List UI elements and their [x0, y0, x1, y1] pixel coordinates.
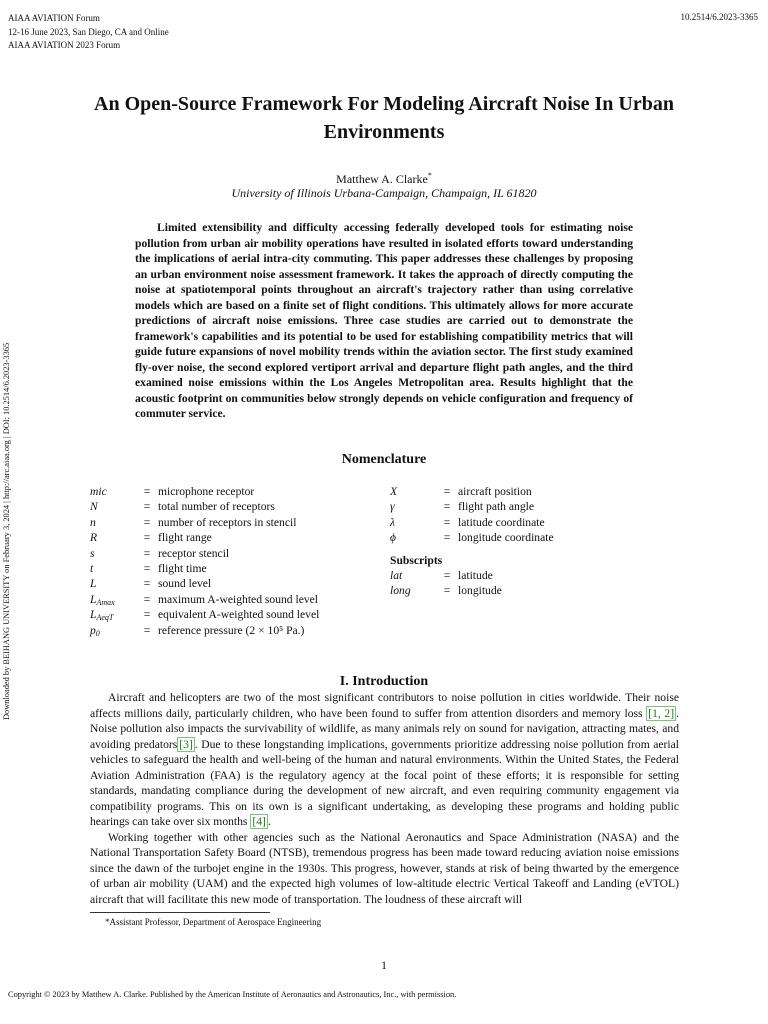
equals-sign: =: [143, 623, 151, 637]
nomenclature-symbol: γ: [390, 500, 395, 514]
nomenclature-row: [390, 530, 554, 545]
intro-paragraph-1: [90, 690, 679, 830]
header-line: AIAA AVIATION 2023 Forum: [8, 40, 121, 50]
nomenclature-row: [90, 499, 319, 514]
equals-sign: =: [143, 561, 151, 575]
nomenclature-symbol: s: [90, 546, 95, 560]
equals-sign: =: [443, 485, 451, 498]
nomenclature-definition: reference pressure (2 × 10⁵ Pa.): [158, 623, 305, 637]
header-line: 12-16 June 2023, San Diego, CA and Online: [8, 26, 169, 37]
nomenclature-symbol: ϕ: [390, 531, 397, 545]
nomenclature-definition: latitude: [458, 568, 493, 582]
nomenclature-row: [390, 515, 554, 530]
nomenclature-definition: total number of receptors: [158, 500, 275, 514]
nomenclature-definition: maximum A-weighted sound level: [158, 592, 319, 606]
paragraph-text: . Due to these longstanding implications, governments prioritize addressing noise pollution from aerial vehicles to safeguard the health and well-being of the human and natural environments. Within the United States, the Federal Aviation Administration (FAA) is the regulatory agency at the focal point of these efforts; it is responsible for setting standards, mandating compliance during the development of new aircraft, and even requiring community engagement via compatibility programs. This on its own is a significant undertaking, as developing these programs and holding public hearings can take over six months: [90, 737, 679, 828]
equals-sign: =: [143, 515, 151, 529]
footnote-rule: [90, 912, 270, 913]
nomenclature-row: [390, 568, 554, 583]
equals-sign: =: [443, 584, 451, 598]
intro-paragraph-2: Working together with other agencies such as the National Aeronautics and Space Administration (NASA) and the National Transportation Safety Board (NTSB), tremendous progress has been made toward reducing aviation noise emissions since the dawn of the turbojet engine in the 1930s. This progress, however, stands at risk of being thwarted by the emergence of urban air mobility (UAM) and the expected high volumes of low-altitude electric Vertical Takeoff and Landing (eVTOL) aircraft that will facilitate this new mode of transportation. The loudness of these aircraft will: [90, 830, 679, 906]
nomenclature-symbol: X⃗: [390, 485, 407, 498]
nomenclature-symbol: R: [90, 531, 98, 545]
subscripts-heading: Subscripts: [390, 553, 443, 567]
nomenclature-row: [90, 484, 319, 499]
paragraph-text: .: [267, 815, 271, 828]
footnote: *Assistant Professor, Department of Aerospace Engineering: [105, 917, 322, 927]
nomenclature-symbol: L: [90, 577, 97, 591]
nomenclature-definition: flight range: [158, 531, 212, 545]
nomenclature-definition: flight path angle: [458, 500, 534, 514]
nomenclature-right-column: [390, 484, 554, 599]
paragraph-text: Aircraft and helicopters are two of the most significant contributors to noise pollution in cities worldwide. Their noise affects millions daily, particularly children, who have been found to suffer from attention disorders and memory loss: [90, 691, 679, 720]
nomenclature-row: [90, 515, 319, 530]
paragraph-text: . Noise pollution also impacts the survivability of wildlife, as many animals rely on sound for navigation, attracting mates, and avoiding predators: [90, 706, 679, 751]
nomenclature-row: [390, 484, 554, 499]
equals-sign: =: [443, 531, 451, 545]
nomenclature-definition: latitude coordinate: [458, 515, 545, 529]
abstract: Limited extensibility and difficulty accessing federally developed tools for estimating noise pollution from urban air mobility operations have resulted in isolated efforts toward understanding the implications of aerial intra-city commuting. This paper addresses these challenges by proposing an urban environment noise assessment framework. It takes the approach of directly computing the noise at spatiotemporal points throughout an aircraft's trajectory rather than using correlative models which are based on a finite set of flight conditions. This ultimately allows for more accurate predictions of aircraft noise emissions. Three case studies are carried out to demonstrate the framework's capabilities and its potential to be used for establishing compatibility metrics that will guide future expansions of novel mobility trends within the aviation sector. The first study examined fly-over noise, the second explored vertiport arrival and departure flight path angles, and the third examined noise emissions within the Los Angeles Metropolitan area. Results highlight that the acoustic footprint on communities below strongly depends on vehicle configuration and frequency of commuter service.: [135, 221, 633, 420]
nomenclature-symbol: lat: [390, 568, 403, 582]
nomenclature-definition: receptor stencil: [158, 546, 230, 560]
nomenclature-definition: flight time: [158, 561, 207, 575]
paper-title: An Open-Source Framework For Modeling Aircraft Noise In Urban Environments: [94, 93, 674, 143]
nomenclature-row: [90, 530, 319, 545]
nomenclature-symbol: λ: [390, 515, 396, 529]
nomenclature-row: [90, 561, 319, 576]
equals-sign: =: [443, 500, 451, 514]
nomenclature-left-column: [90, 484, 319, 638]
page-number: 1: [381, 959, 387, 972]
conference-header: [8, 12, 169, 53]
nomenclature-row: [90, 576, 319, 591]
citation-link[interactable]: [1, 2]: [648, 706, 675, 720]
doi-header[interactable]: 10.2514/6.2023-3365: [680, 12, 758, 22]
nomenclature-definition: longitude: [458, 584, 502, 598]
nomenclature-definition: longitude coordinate: [458, 531, 554, 545]
equals-sign: =: [143, 531, 151, 545]
affiliation: University of Illinois Urbana-Campaign, Champaign, IL 61820: [231, 186, 537, 200]
nomenclature-row: [390, 583, 554, 598]
copyright-notice: Copyright © 2023 by Matthew A. Clarke. Published by the American Institute of Aeronautics and Astronautics, Inc., with permission.: [8, 990, 457, 999]
nomenclature-symbol: $p_0$: [90, 623, 100, 638]
nomenclature-definition: microphone receptor: [158, 485, 255, 498]
equals-sign: =: [143, 592, 151, 606]
nomenclature-symbol: $L_{AeqT}$: [90, 608, 114, 623]
nomenclature-heading: Nomenclature: [341, 452, 427, 467]
nomenclature-definition: number of receptors in stencil: [158, 515, 297, 529]
nomenclature-row: [90, 592, 319, 607]
nomenclature-symbol: mic: [90, 485, 107, 498]
introduction-body: [90, 690, 679, 907]
nomenclature-row: [90, 607, 319, 622]
equals-sign: =: [143, 485, 151, 498]
equals-sign: =: [443, 568, 451, 582]
nomenclature-row: [390, 499, 554, 514]
introduction-heading: I. Introduction: [339, 674, 429, 689]
nomenclature-definition: sound level: [158, 577, 212, 591]
author-name: Matthew A. Clarke: [336, 172, 428, 186]
citation-link[interactable]: [3]: [179, 737, 193, 751]
nomenclature-definition: aircraft position: [458, 485, 532, 498]
nomenclature-symbol: $L_{Amax}$: [90, 592, 115, 607]
equals-sign: =: [443, 515, 451, 529]
equals-sign: =: [143, 608, 151, 622]
equals-sign: =: [143, 500, 151, 514]
download-watermark: Downloaded by BEIHANG UNIVERSITY on February 3, 2024 | http://arc.aiaa.org | DOI: 10.2514/6.2023-3365: [2, 342, 11, 720]
header-line: AIAA AVIATION Forum: [8, 13, 100, 23]
nomenclature-symbol: t: [90, 561, 94, 575]
spacer: [390, 546, 554, 553]
nomenclature-symbol: N: [90, 500, 98, 514]
equals-sign: =: [143, 577, 151, 591]
nomenclature-row: [90, 546, 319, 561]
citation-link[interactable]: [4]: [252, 815, 266, 828]
nomenclature-definition: equivalent A-weighted sound level: [158, 608, 320, 622]
nomenclature-symbol: long: [390, 584, 411, 598]
author-footnote-mark[interactable]: *: [427, 171, 432, 180]
equals-sign: =: [143, 546, 151, 560]
nomenclature-symbol: n: [90, 515, 96, 529]
nomenclature-row: [90, 623, 319, 638]
author-line: [0, 171, 768, 187]
